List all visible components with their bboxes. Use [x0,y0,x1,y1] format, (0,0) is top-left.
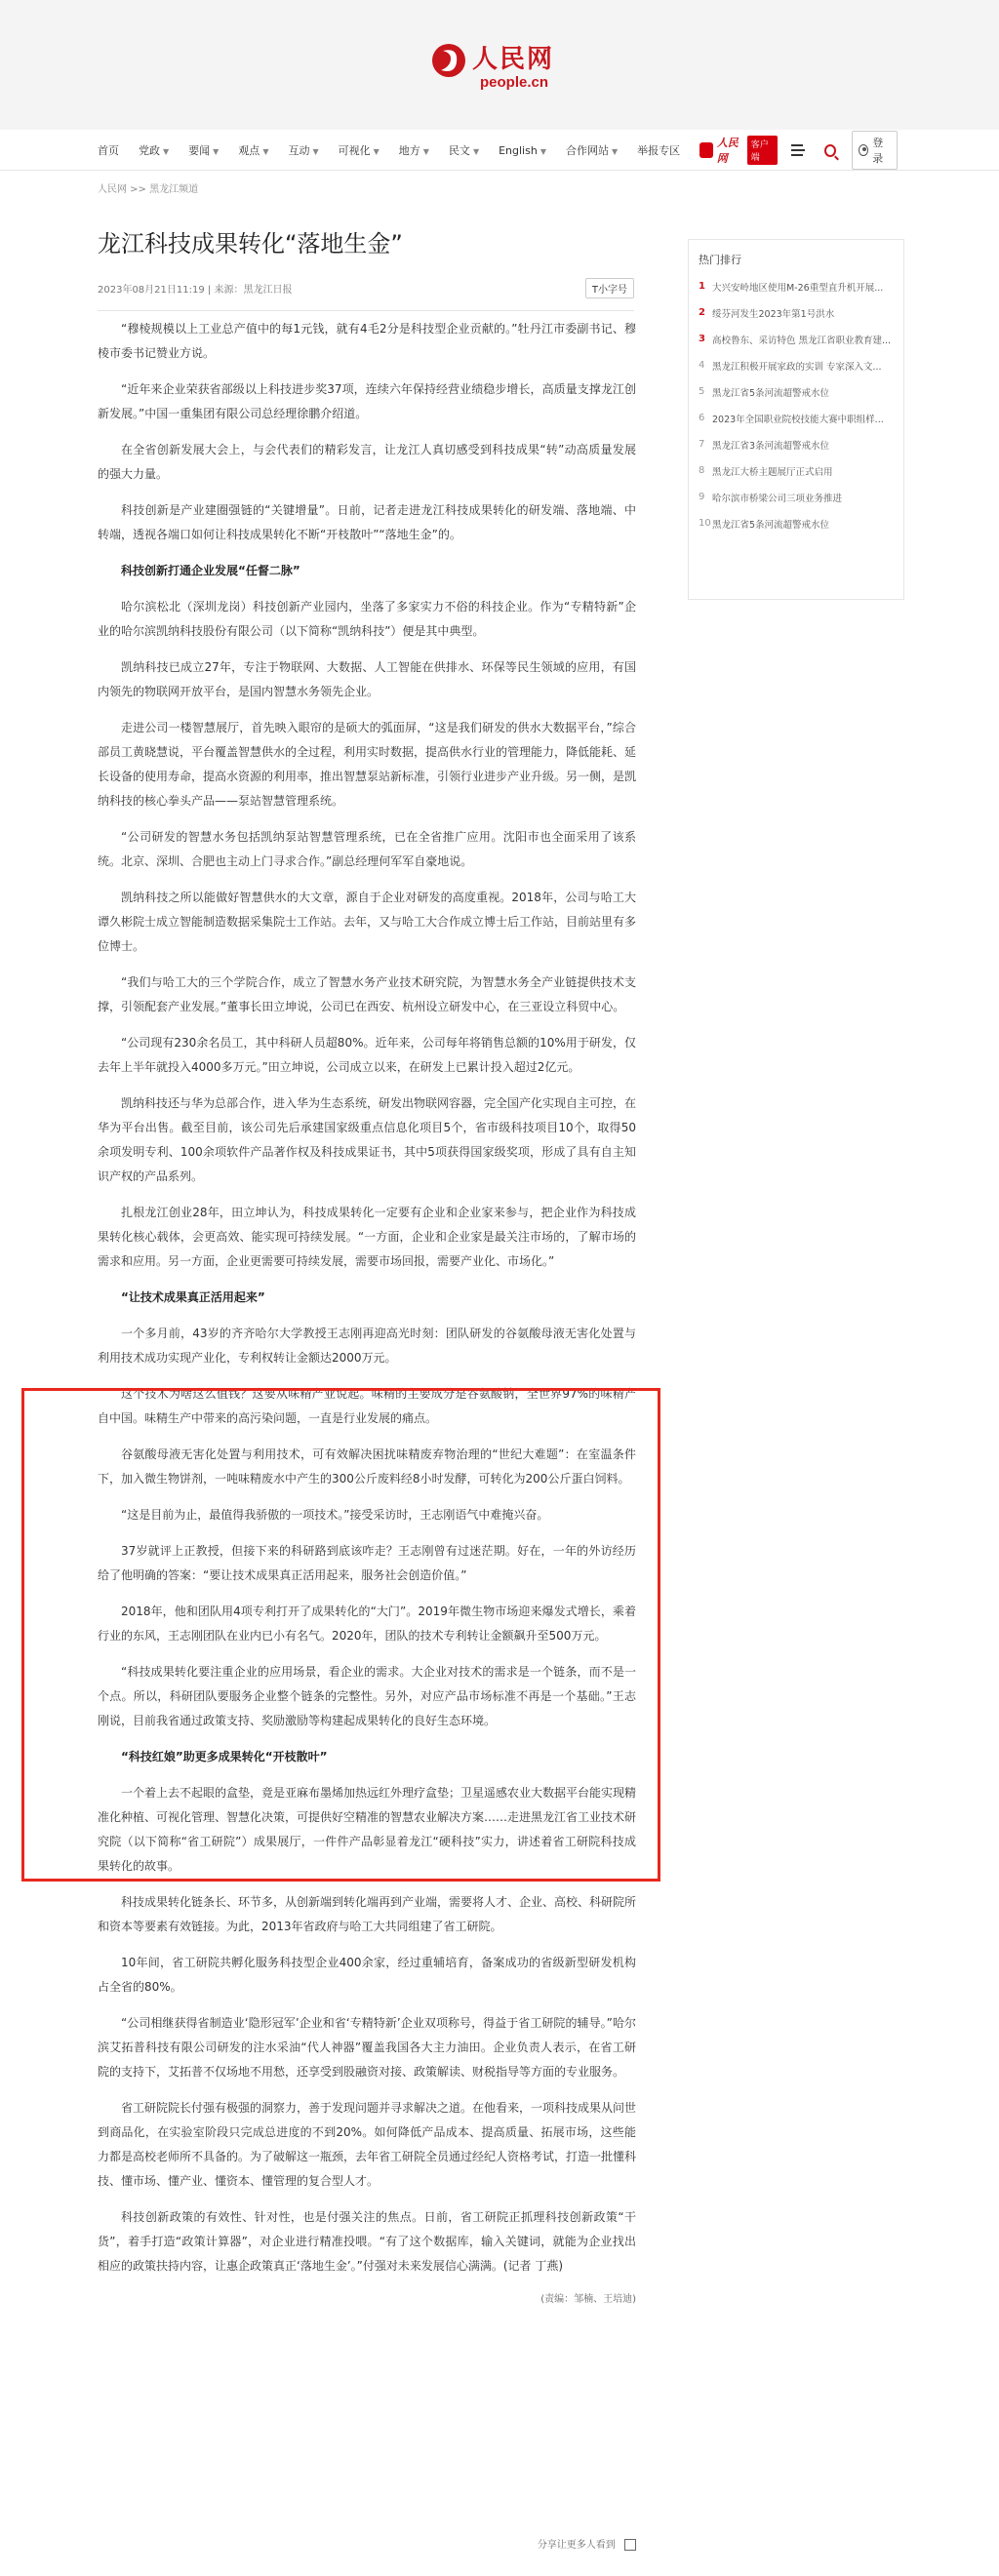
rank-number: 4 [699,360,705,371]
editor-credit: (责编：邹楠、王培迪) [540,2294,636,2305]
article-paragraph: “这是目前为止，最值得我骄傲的一项技术。”接受采访时，王志刚语气中难掩兴奋。 [121,1508,549,1522]
rank-title: 大兴安岭地区使用M-26重型直升机开展... [712,282,884,294]
rank-title: 黑龙江省3条河流超警戒水位 [712,440,830,452]
article-paragraph: “科技成果转化要注重企业的应用场景，看企业的需求。大企业对技术的需求是一个链条，而不是一个点。所以，科研团队要服务企业整个链条的完整性。另外，对应产品市场标准不再是一个基础。”王志刚说，目前我省通过政策支持、奖励激励等构建起成果转化的良好生态环境。 [98,1665,636,1727]
rank-title: 2023年全国职业院校技能大赛中职组样... [712,414,884,425]
chevron-down-icon: ▼ [312,147,319,156]
share-bar[interactable] [98,2536,636,2551]
rank-number: 1 [699,281,705,292]
rank-title: 哈尔滨市桥梁公司三项业务推进 [712,493,843,504]
font-size-button[interactable] [585,278,634,298]
article-paragraph: “公司研发的智慧水务包括凯纳泵站智慧管理系统，已在全省推广应用。沈阳市也全面采用了该系统。北京、深圳、合肥也主动上门寻求合作。”副总经理何军军自豪地说。 [98,830,636,868]
article-paragraph: 凯纳科技还与华为总部合作，进入华为生态系统，研发出物联网容器，完全国产化实现自主可控，在华为平台出售。截至目前，该公司先后承建国家级重点信息化项目5个，省市级科技项目10个，取得50余项发明专利、100余项软件产品著作权及科技成果证书，其中5项获得国家级奖项，形成了具有自主知识产权的产品系列。 [98,1096,637,1183]
login-label: 登录 [872,137,884,165]
chevron-down-icon: ▼ [163,147,170,156]
hot-ranking-item[interactable] [699,405,894,431]
rank-title: 黑龙江积极开展家政的实训 专家深入文... [712,361,882,373]
nav-item-english[interactable] [499,144,546,157]
nav-label: 观点 [238,144,260,157]
nav-item-local[interactable] [399,142,429,158]
app-logo-icon [699,142,713,158]
nav-label: 地方 [398,144,420,157]
nav-label: 互动 [288,144,310,157]
article-paragraph: 谷氨酸母液无害化处置与利用技术，可有效解决困扰味精废弃物治理的“世纪大难题”：在室温条件下，加入微生物饼剂，一吨味精废水中产生的300公斤废料经8小时发酵，可转化为200公斤蛋白饲料。 [98,1447,636,1486]
article-title: 龙江科技成果转化“落地生金” [98,230,403,258]
nav-item-home[interactable] [98,142,119,158]
hot-ranking-list [699,273,894,536]
section-heading: “让技术成果真正活用起来” [121,1290,265,1304]
nav-label: 要闻 [188,144,211,157]
hot-ranking-item[interactable] [699,431,894,457]
rank-number: 7 [699,439,705,450]
article-meta [98,281,634,300]
article-paragraph: 科技创新政策的有效性、针对性，也是付强关注的焦点。日前，省工研院正抓理科技创新政策“干货”，着手打造“政策计算器”，对企业进行精准投喂。“有了这个数据库，输入关键词，就能为企业找出相应的政策扶持内容，让惠企政策真正‘落地生金’。”付强对未来发展信心满满。(记者 丁燕) [98,2210,636,2273]
people-cn-logo[interactable] [429,37,570,96]
main-nav [0,130,999,171]
article-paragraph: “近年来企业荣获省部级以上科技进步奖37项，连续六年保持经营业绩稳步增长，高质量支撑龙江创新发展。”中国一重集团有限公司总经理徐鹏介绍道。 [98,382,636,420]
hot-ranking-item[interactable] [699,457,894,484]
rank-title: 高校鲁东、采访特色 黑龙江省职业教育建... [712,335,892,346]
article-paragraph: 2018年，他和团队用4项专利打开了成果转化的“大门”。2019年微生物市场迎来爆发式增长，乘着行业的东风，王志刚团队在业内已小有名气。2020年，团队的技术专利转让金额飙升至500万元。 [98,1605,636,1643]
nav-item-news[interactable] [188,142,219,158]
rank-number: 3 [699,334,705,344]
article-body [98,317,636,2305]
rank-number: 10 [699,518,711,529]
nav-label: 首页 [98,144,119,157]
hot-ranking-item[interactable] [699,510,894,536]
hot-ranking-item[interactable] [699,378,894,405]
hot-ranking-item[interactable] [699,484,894,510]
article-paragraph: 一个多月前，43岁的齐齐哈尔大学教授王志刚再迎高光时刻：团队研发的谷氨酸母液无害化处置与利用技术成功实现产业化，专利权转让金额达2000万元。 [98,1327,636,1365]
article-paragraph: “穆棱规模以上工业总产值中的每1元钱，就有4毛2分是科技型企业贡献的。”牡丹江市委副书记、穆棱市委书记赞业方说。 [98,322,636,360]
hot-ranking-item[interactable] [699,299,894,326]
rank-title: 绥芬河发生2023年第1号洪水 [712,308,835,320]
nav-label: English [499,143,538,157]
article-paragraph: 省工研院院长付强有极强的洞察力，善于发现问题并寻求解决之道。在他看来，一项科技成果从问世到商品化，在实验室阶段只完成总进度的不到20%。如何降低产品成本、提高质量、拓展市场，这些能力都是高校老师所不具备的。为了破解这一瓶颈，去年省工研院全员通过经纪人资格考试，打造一批懂科技、懂市场、懂产业、懂资本、懂管理的复合型人才。 [98,2101,637,2188]
divider [98,310,634,311]
nav-item-opinion[interactable] [238,142,268,158]
share-icon[interactable] [624,2539,636,2551]
share-label: 分享让更多人看到 [537,2540,616,2551]
hot-ranking-item[interactable] [699,273,894,299]
article-paragraph: “公司现有230余名员工，其中科研人员超80%。近年来，公司每年将销售总额的10%用于研发，仅去年上半年就投入4000多万元。”田立坤说，公司成立以来，在研发上已累计投入超过2亿元。 [98,1036,636,1074]
article-paragraph: 凯纳科技之所以能做好智慧供水的大文章，源自于企业对研发的高度重视。2018年，公司与哈工大谭久彬院士成立智能制造数据采集院士工作站。去年，又与哈工大合作成立博士后工作站，目前站里有多位博士。 [98,891,637,953]
chevron-down-icon: ▼ [611,147,619,156]
chevron-down-icon: ▼ [373,147,380,156]
article-paragraph: 哈尔滨松北（深圳龙岗）科技创新产业园内，坐落了多家实力不俗的科技企业。作为“专精特新”企业的哈尔滨凯纳科技股份有限公司（以下简称“凯纳科技”）便是其中典型。 [98,600,636,638]
chevron-down-icon: ▼ [422,147,429,156]
nav-label: 可视化 [338,144,371,157]
chevron-down-icon: ▼ [262,147,269,156]
search-icon[interactable] [824,144,836,157]
rank-number: 5 [699,386,705,397]
article-paragraph: 走进公司一楼智慧展厅，首先映入眼帘的是硕大的弧面屏，“这是我们研发的供水大数据平台，”综合部员工黄晓慧说，平台覆盖智慧供水的全过程，利用实时数据，提高供水行业的管理能力，降低能耗、延长设备的使用寿命，提高水资源的利用率，推出智慧泵站新标准，引领行业进步产业升级。另一侧，是凯纳科技的核心拳头产品——泵站智慧管理系统。 [98,721,637,808]
chevron-down-icon: ▼ [539,146,546,156]
font-size-label: 小字号 [598,285,627,296]
nav-item-ethnic[interactable] [449,142,479,158]
app-client-link[interactable] [699,135,778,166]
rank-title: 黑龙江省5条河流超警戒水位 [712,387,830,399]
hot-ranking-panel [688,239,904,600]
nav-label: 合作网站 [565,144,609,157]
chevron-down-icon: ▼ [213,147,220,156]
rank-number: 6 [699,413,705,423]
rank-number: 2 [699,307,705,318]
nav-label: 举报专区 [637,144,681,157]
nav-item-visual[interactable] [339,142,380,158]
logo-text-cn: 人民网 [472,45,555,74]
section-heading: “科技红娘”助更多成果转化“开枝散叶” [121,1750,328,1764]
nav-label: 党政 [139,144,160,157]
rank-title: 黑龙江大桥主题展厅正式启用 [712,466,833,478]
nav-item-interact[interactable] [288,142,318,158]
breadcrumb[interactable]: 人民网 >> 黑龙江频道 [98,184,199,195]
nav-label: 民文 [448,144,470,157]
login-button[interactable] [852,131,898,170]
rank-title: 黑龙江省5条河流超警戒水位 [712,519,830,531]
article-paragraph: 扎根龙江创业28年，田立坤认为，科技成果转化一定要有企业和企业家来参与，把企业作为科技成果转化核心载体，会更高效、能实现可持续发展。“一方面，企业和企业家是最关注市场的，了解市场的需求和应用。另一方面，企业更需要可持续发展，需要市场回报，需要产业化、市场化。” [98,1206,636,1268]
menu-icon[interactable] [791,144,803,156]
article-paragraph: 10年间，省工研院共孵化服务科技型企业400余家，经过重辅培育，备案成功的省级新型研发机构占全省的80%。 [98,1956,636,1994]
app-brand: 人民网 [716,137,739,165]
article-paragraph: “公司相继获得省制造业‘隐形冠军’企业和省‘专精特新’企业双项称号，得益于省工研院的辅导。”哈尔滨艾拓普科技有限公司研发的注水采油“代人神器”覆盖我国各大主力油田。企业负责人表示，在省工研院的支持下，艾拓普不仅场地不用愁，还享受到股融资对接、政策解读、财税指导等方面的专业服务。 [98,2016,636,2079]
article-paragraph: 37岁就评上正教授，但接下来的科研路到底该咋走？王志刚曾有过迷茫期。好在，一年的外访经历给了他明确的答案：“要让技术成果真正活用起来，服务社会创造价值。” [98,1544,636,1582]
logo-mark-icon [429,41,468,80]
article-paragraph: 一个着上去不起眼的盒垫，竟是亚麻布墨烯加热远红外理疗盒垫；卫星遥感农业大数据平台能实现精准化种植、可视化管理、智慧化决策，可提供好空精准的智慧农业解决方案……走进黑龙江省工业技术研究院（以下简称“省工研院”）成果展厅，一件件产品彰显着龙江“硬科技”实力，讲述着省工研院科技成果转化的故事。 [98,1786,637,1873]
article-paragraph: 这个技术为啥这么值钱？这要从味精产业说起。味精的主要成分是谷氨酸钠，全世界97%的味精产自中国。味精生产中带来的高污染问题，一直是行业发展的痛点。 [98,1387,636,1425]
article-paragraph: 科技成果转化链条长、环节多，从创新端到转化端再到产业端，需要将人才、企业、高校、科研院所和资本等要素有效链接。为此，2013年省政府与哈工大共同组建了省工研院。 [98,1895,637,1933]
article-paragraph: 凯纳科技已成立27年，专注于物联网、大数据、人工智能在供排水、环保等民生领域的应用，有国内领先的物联网开放平台，是国内智慧水务领先企业。 [98,660,636,698]
logo-text-en: people.cn [480,74,549,91]
rank-number: 9 [699,492,705,502]
rank-number: 8 [699,465,705,476]
user-icon [859,144,869,156]
nav-item-partners[interactable] [566,142,618,158]
chevron-down-icon: ▼ [472,147,480,156]
section-heading: 科技创新打通企业发展“任督二脉” [121,564,300,577]
header-band [0,0,999,130]
hot-ranking-title: 热门排行 [699,254,741,266]
article-date-source: 2023年08月21日11:19 | 来源：黑龙江日报 [98,285,293,296]
app-client-tag: 客户端 [747,136,778,165]
article-paragraph: 科技创新是产业建圈强链的“关键增量”。日前，记者走进龙江科技成果转化的研发端、落地端、中转端，透视各端口如何让科技成果转化不断“开枝散叶”“落地生金”的。 [98,503,636,541]
nav-item-party[interactable] [139,142,169,158]
article-paragraph: “我们与哈工大的三个学院合作，成立了智慧水务产业技术研究院，为智慧水务全产业链提供技术支撑，引领配套产业发展。”董事长田立坤说，公司已在西安、杭州设立研发中心，在三亚设立科贸中心。 [98,975,636,1013]
hot-ranking-item[interactable] [699,352,894,378]
hot-ranking-item[interactable] [699,326,894,352]
article-paragraph: 在全省创新发展大会上，与会代表们的精彩发言，让龙江人真切感受到科技成果“转”动高质量发展的强大力量。 [98,443,636,481]
nav-item-report[interactable] [637,142,680,158]
font-size-icon: T [591,285,598,296]
